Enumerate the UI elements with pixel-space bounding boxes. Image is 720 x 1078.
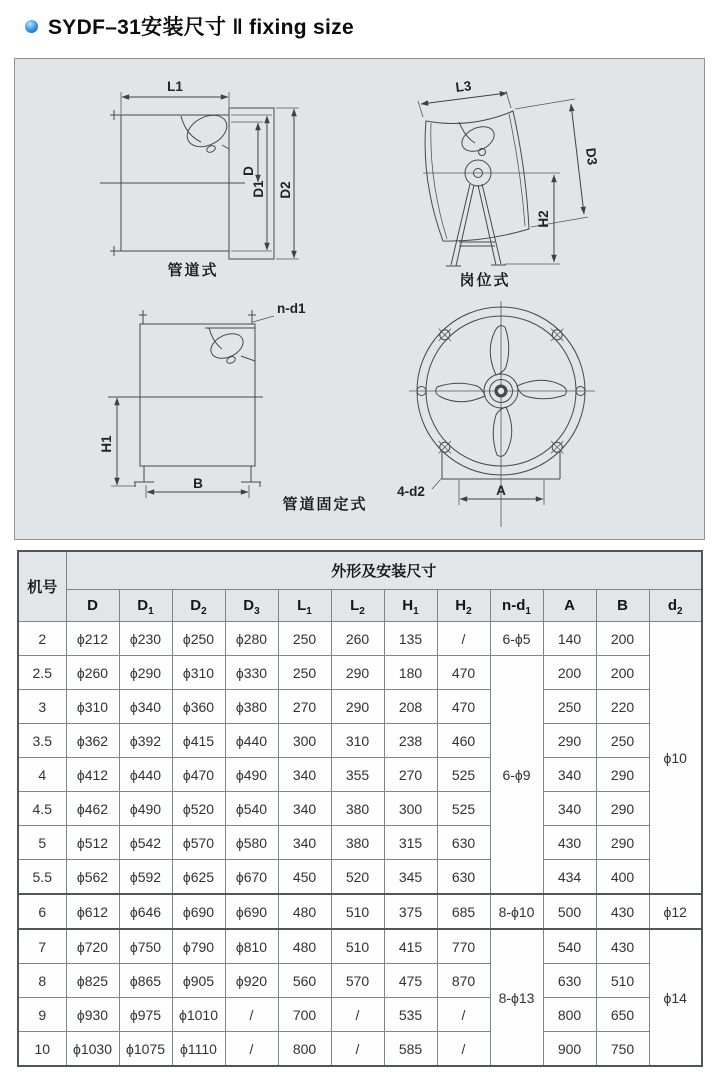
table-cell: ϕ10 bbox=[649, 622, 702, 895]
table-cell: 2 bbox=[18, 622, 66, 656]
table-cell: ϕ330 bbox=[225, 656, 278, 690]
table-row bbox=[18, 998, 702, 1032]
table-cell: ϕ1030 bbox=[66, 1032, 119, 1067]
page-title-zh: SYDF–31安装尺寸 bbox=[48, 16, 227, 39]
table-cell: 300 bbox=[384, 792, 437, 826]
table-cell: 340 bbox=[278, 758, 331, 792]
table-cell: ϕ690 bbox=[172, 894, 225, 929]
table-cell: ϕ490 bbox=[119, 792, 172, 826]
table-cell: 380 bbox=[331, 792, 384, 826]
dimensions-table bbox=[17, 550, 703, 1067]
table-cell: ϕ592 bbox=[119, 860, 172, 895]
table-cell: 270 bbox=[384, 758, 437, 792]
table-cell: 290 bbox=[543, 724, 596, 758]
table-cell: 380 bbox=[331, 826, 384, 860]
table-cell: ϕ250 bbox=[172, 622, 225, 656]
dim-label-d3: D3 bbox=[582, 146, 600, 166]
table-cell: 260 bbox=[331, 622, 384, 656]
table-cell: ϕ540 bbox=[225, 792, 278, 826]
table-cell: 340 bbox=[543, 758, 596, 792]
table-row bbox=[18, 758, 702, 792]
table-cell: 685 bbox=[437, 894, 490, 929]
table-cell: ϕ412 bbox=[66, 758, 119, 792]
table-cell: 535 bbox=[384, 998, 437, 1032]
table-cell: ϕ392 bbox=[119, 724, 172, 758]
table-cell: ϕ930 bbox=[66, 998, 119, 1032]
table-cell: 430 bbox=[543, 826, 596, 860]
table-cell: / bbox=[225, 1032, 278, 1067]
table-row bbox=[18, 860, 702, 895]
page-header bbox=[25, 11, 354, 41]
table-cell: 8 bbox=[18, 964, 66, 998]
dim-label-4-d2: 4-d2 bbox=[397, 484, 425, 499]
table-cell: ϕ310 bbox=[172, 656, 225, 690]
table-cell: 540 bbox=[543, 929, 596, 964]
dim-label-h2: H2 bbox=[536, 210, 551, 228]
column-header: $H_1$ bbox=[384, 590, 437, 622]
table-cell: 340 bbox=[278, 826, 331, 860]
group-header: 外形及安装尺寸 bbox=[66, 551, 702, 590]
table-cell: 250 bbox=[543, 690, 596, 724]
drawings-canvas bbox=[15, 59, 704, 539]
column-header: $H_2$ bbox=[437, 590, 490, 622]
title-separator: ‖ bbox=[232, 16, 244, 39]
column-header-row bbox=[18, 590, 702, 622]
table-cell: ϕ920 bbox=[225, 964, 278, 998]
table-cell: / bbox=[437, 998, 490, 1032]
table-cell: ϕ865 bbox=[119, 964, 172, 998]
table-row bbox=[18, 826, 702, 860]
table-cell: ϕ562 bbox=[66, 860, 119, 895]
table-cell: ϕ1075 bbox=[119, 1032, 172, 1067]
table-cell: 6-ϕ9 bbox=[490, 656, 543, 895]
table-cell: 470 bbox=[437, 656, 490, 690]
table-cell: ϕ1110 bbox=[172, 1032, 225, 1067]
table-cell: 340 bbox=[543, 792, 596, 826]
table-cell: ϕ512 bbox=[66, 826, 119, 860]
table-cell: / bbox=[437, 1032, 490, 1067]
table-cell: ϕ825 bbox=[66, 964, 119, 998]
table-cell: / bbox=[437, 622, 490, 656]
table-cell: ϕ520 bbox=[172, 792, 225, 826]
table-cell: 10 bbox=[18, 1032, 66, 1067]
table-cell: 3 bbox=[18, 690, 66, 724]
table-cell: 630 bbox=[543, 964, 596, 998]
dim-label-d: D bbox=[241, 166, 256, 176]
table-cell: 200 bbox=[596, 622, 649, 656]
table-cell: 650 bbox=[596, 998, 649, 1032]
duct-type-drawing bbox=[100, 79, 299, 279]
table-cell: 525 bbox=[437, 758, 490, 792]
dim-label-n-d1: n-d1 bbox=[277, 301, 306, 316]
table-cell: 430 bbox=[596, 894, 649, 929]
table-cell: ϕ12 bbox=[649, 894, 702, 929]
table-cell: 570 bbox=[331, 964, 384, 998]
table-cell: / bbox=[225, 998, 278, 1032]
dim-label-a: A bbox=[496, 483, 506, 498]
table-cell: ϕ440 bbox=[119, 758, 172, 792]
table-cell: 220 bbox=[596, 690, 649, 724]
table-cell: ϕ690 bbox=[225, 894, 278, 929]
table-cell: ϕ462 bbox=[66, 792, 119, 826]
table-cell: 5.5 bbox=[18, 860, 66, 895]
dim-label-l3: L3 bbox=[454, 78, 473, 95]
table-cell: ϕ580 bbox=[225, 826, 278, 860]
dim-label-d1: D1 bbox=[251, 180, 266, 198]
table-cell: ϕ280 bbox=[225, 622, 278, 656]
table-cell: 8-ϕ10 bbox=[490, 894, 543, 929]
table-cell: 870 bbox=[437, 964, 490, 998]
table-row bbox=[18, 929, 702, 964]
table-cell: / bbox=[331, 998, 384, 1032]
column-header: $L_2$ bbox=[331, 590, 384, 622]
table-cell: 135 bbox=[384, 622, 437, 656]
table-cell: ϕ670 bbox=[225, 860, 278, 895]
table-cell: 585 bbox=[384, 1032, 437, 1067]
post-type-drawing bbox=[418, 78, 600, 289]
duct-type-label: 管道式 bbox=[167, 262, 219, 279]
table-cell: 4.5 bbox=[18, 792, 66, 826]
table-cell: 525 bbox=[437, 792, 490, 826]
table-cell: ϕ1010 bbox=[172, 998, 225, 1032]
table-cell: 7 bbox=[18, 929, 66, 964]
table-cell: ϕ470 bbox=[172, 758, 225, 792]
column-header: $D_1$ bbox=[119, 590, 172, 622]
table-cell: 345 bbox=[384, 860, 437, 895]
table-cell: 290 bbox=[596, 792, 649, 826]
table-cell: 800 bbox=[543, 998, 596, 1032]
table-cell: 700 bbox=[278, 998, 331, 1032]
table-cell: 630 bbox=[437, 826, 490, 860]
column-header: $n-d_1$ bbox=[490, 590, 543, 622]
table-cell: 4 bbox=[18, 758, 66, 792]
post-type-label: 岗位式 bbox=[459, 272, 511, 289]
table-cell: 800 bbox=[278, 1032, 331, 1067]
table-cell: 9 bbox=[18, 998, 66, 1032]
table-cell: 8-ϕ13 bbox=[490, 929, 543, 1066]
table-cell: 290 bbox=[596, 826, 649, 860]
table-cell: 510 bbox=[596, 964, 649, 998]
table-cell: ϕ230 bbox=[119, 622, 172, 656]
table-cell: 3.5 bbox=[18, 724, 66, 758]
duct-fixed-drawing bbox=[99, 301, 368, 513]
table-cell: 238 bbox=[384, 724, 437, 758]
table-cell: 140 bbox=[543, 622, 596, 656]
table-cell: 400 bbox=[596, 860, 649, 895]
table-cell: 300 bbox=[278, 724, 331, 758]
machine-number-header: 机号 bbox=[18, 551, 66, 622]
table-row bbox=[18, 1032, 702, 1067]
table-cell: 315 bbox=[384, 826, 437, 860]
table-cell: 250 bbox=[278, 622, 331, 656]
table-cell: ϕ290 bbox=[119, 656, 172, 690]
table-cell: 250 bbox=[278, 656, 331, 690]
table-cell: 560 bbox=[278, 964, 331, 998]
column-header: B bbox=[596, 590, 649, 622]
table-cell: ϕ360 bbox=[172, 690, 225, 724]
table-cell: 250 bbox=[596, 724, 649, 758]
dim-label-h1: H1 bbox=[99, 435, 114, 453]
table-cell: 200 bbox=[596, 656, 649, 690]
column-header: $D_3$ bbox=[225, 590, 278, 622]
page-title-en: fixing size bbox=[249, 16, 354, 39]
table-cell: 434 bbox=[543, 860, 596, 895]
table-row bbox=[18, 964, 702, 998]
table-cell: 290 bbox=[596, 758, 649, 792]
table-cell: ϕ570 bbox=[172, 826, 225, 860]
table-cell: 270 bbox=[278, 690, 331, 724]
table-cell: ϕ720 bbox=[66, 929, 119, 964]
table-cell: 355 bbox=[331, 758, 384, 792]
table-cell: 310 bbox=[331, 724, 384, 758]
table-cell: / bbox=[331, 1032, 384, 1067]
table-cell: ϕ646 bbox=[119, 894, 172, 929]
table-cell: 500 bbox=[543, 894, 596, 929]
table-row bbox=[18, 792, 702, 826]
table-cell: ϕ310 bbox=[66, 690, 119, 724]
table-cell: 6 bbox=[18, 894, 66, 929]
table-cell: 5 bbox=[18, 826, 66, 860]
bullet-icon bbox=[25, 20, 38, 33]
table-cell: 470 bbox=[437, 690, 490, 724]
table-cell: 460 bbox=[437, 724, 490, 758]
table-cell: ϕ790 bbox=[172, 929, 225, 964]
table-cell: 2.5 bbox=[18, 656, 66, 690]
column-header: $d_2$ bbox=[649, 590, 702, 622]
table-cell: ϕ490 bbox=[225, 758, 278, 792]
table-cell: 480 bbox=[278, 929, 331, 964]
table-cell: 510 bbox=[331, 894, 384, 929]
table-cell: 900 bbox=[543, 1032, 596, 1067]
table-cell: ϕ975 bbox=[119, 998, 172, 1032]
table-row bbox=[18, 690, 702, 724]
table-body bbox=[18, 622, 702, 1067]
column-header: D bbox=[66, 590, 119, 622]
table-cell: ϕ415 bbox=[172, 724, 225, 758]
table-cell: ϕ380 bbox=[225, 690, 278, 724]
table-cell: 200 bbox=[543, 656, 596, 690]
table-cell: 770 bbox=[437, 929, 490, 964]
dim-label-b: B bbox=[193, 476, 203, 491]
dim-label-l1: L1 bbox=[167, 79, 183, 94]
table-cell: ϕ542 bbox=[119, 826, 172, 860]
front-view-drawing bbox=[397, 301, 595, 527]
table-cell: ϕ810 bbox=[225, 929, 278, 964]
dim-label-d2: D2 bbox=[278, 181, 293, 199]
table-cell: 415 bbox=[384, 929, 437, 964]
table-cell: ϕ340 bbox=[119, 690, 172, 724]
table-row bbox=[18, 656, 702, 690]
table-cell: 180 bbox=[384, 656, 437, 690]
table-cell: 290 bbox=[331, 690, 384, 724]
table-cell: 208 bbox=[384, 690, 437, 724]
table-cell: ϕ750 bbox=[119, 929, 172, 964]
table-cell: 375 bbox=[384, 894, 437, 929]
table-cell: ϕ612 bbox=[66, 894, 119, 929]
table-cell: 630 bbox=[437, 860, 490, 895]
column-header: $D_2$ bbox=[172, 590, 225, 622]
table-cell: ϕ625 bbox=[172, 860, 225, 895]
table-cell: 290 bbox=[331, 656, 384, 690]
table-cell: 520 bbox=[331, 860, 384, 895]
table-cell: ϕ905 bbox=[172, 964, 225, 998]
table-cell: ϕ212 bbox=[66, 622, 119, 656]
group-header-row bbox=[18, 551, 702, 590]
column-header: A bbox=[543, 590, 596, 622]
table-cell: 6-ϕ5 bbox=[490, 622, 543, 656]
table-row bbox=[18, 724, 702, 758]
table-row bbox=[18, 894, 702, 929]
duct-fixed-label: 管道固定式 bbox=[282, 496, 368, 513]
table-cell: ϕ260 bbox=[66, 656, 119, 690]
table-cell: 340 bbox=[278, 792, 331, 826]
table-cell: ϕ362 bbox=[66, 724, 119, 758]
table-cell: ϕ14 bbox=[649, 929, 702, 1066]
table-cell: 475 bbox=[384, 964, 437, 998]
page-title bbox=[48, 11, 354, 41]
table-cell: 750 bbox=[596, 1032, 649, 1067]
table-cell: 480 bbox=[278, 894, 331, 929]
table-cell: ϕ440 bbox=[225, 724, 278, 758]
table-cell: 450 bbox=[278, 860, 331, 895]
column-header: $L_1$ bbox=[278, 590, 331, 622]
drawings-panel bbox=[14, 58, 705, 540]
table-cell: 430 bbox=[596, 929, 649, 964]
table-row bbox=[18, 622, 702, 656]
table-cell: 510 bbox=[331, 929, 384, 964]
